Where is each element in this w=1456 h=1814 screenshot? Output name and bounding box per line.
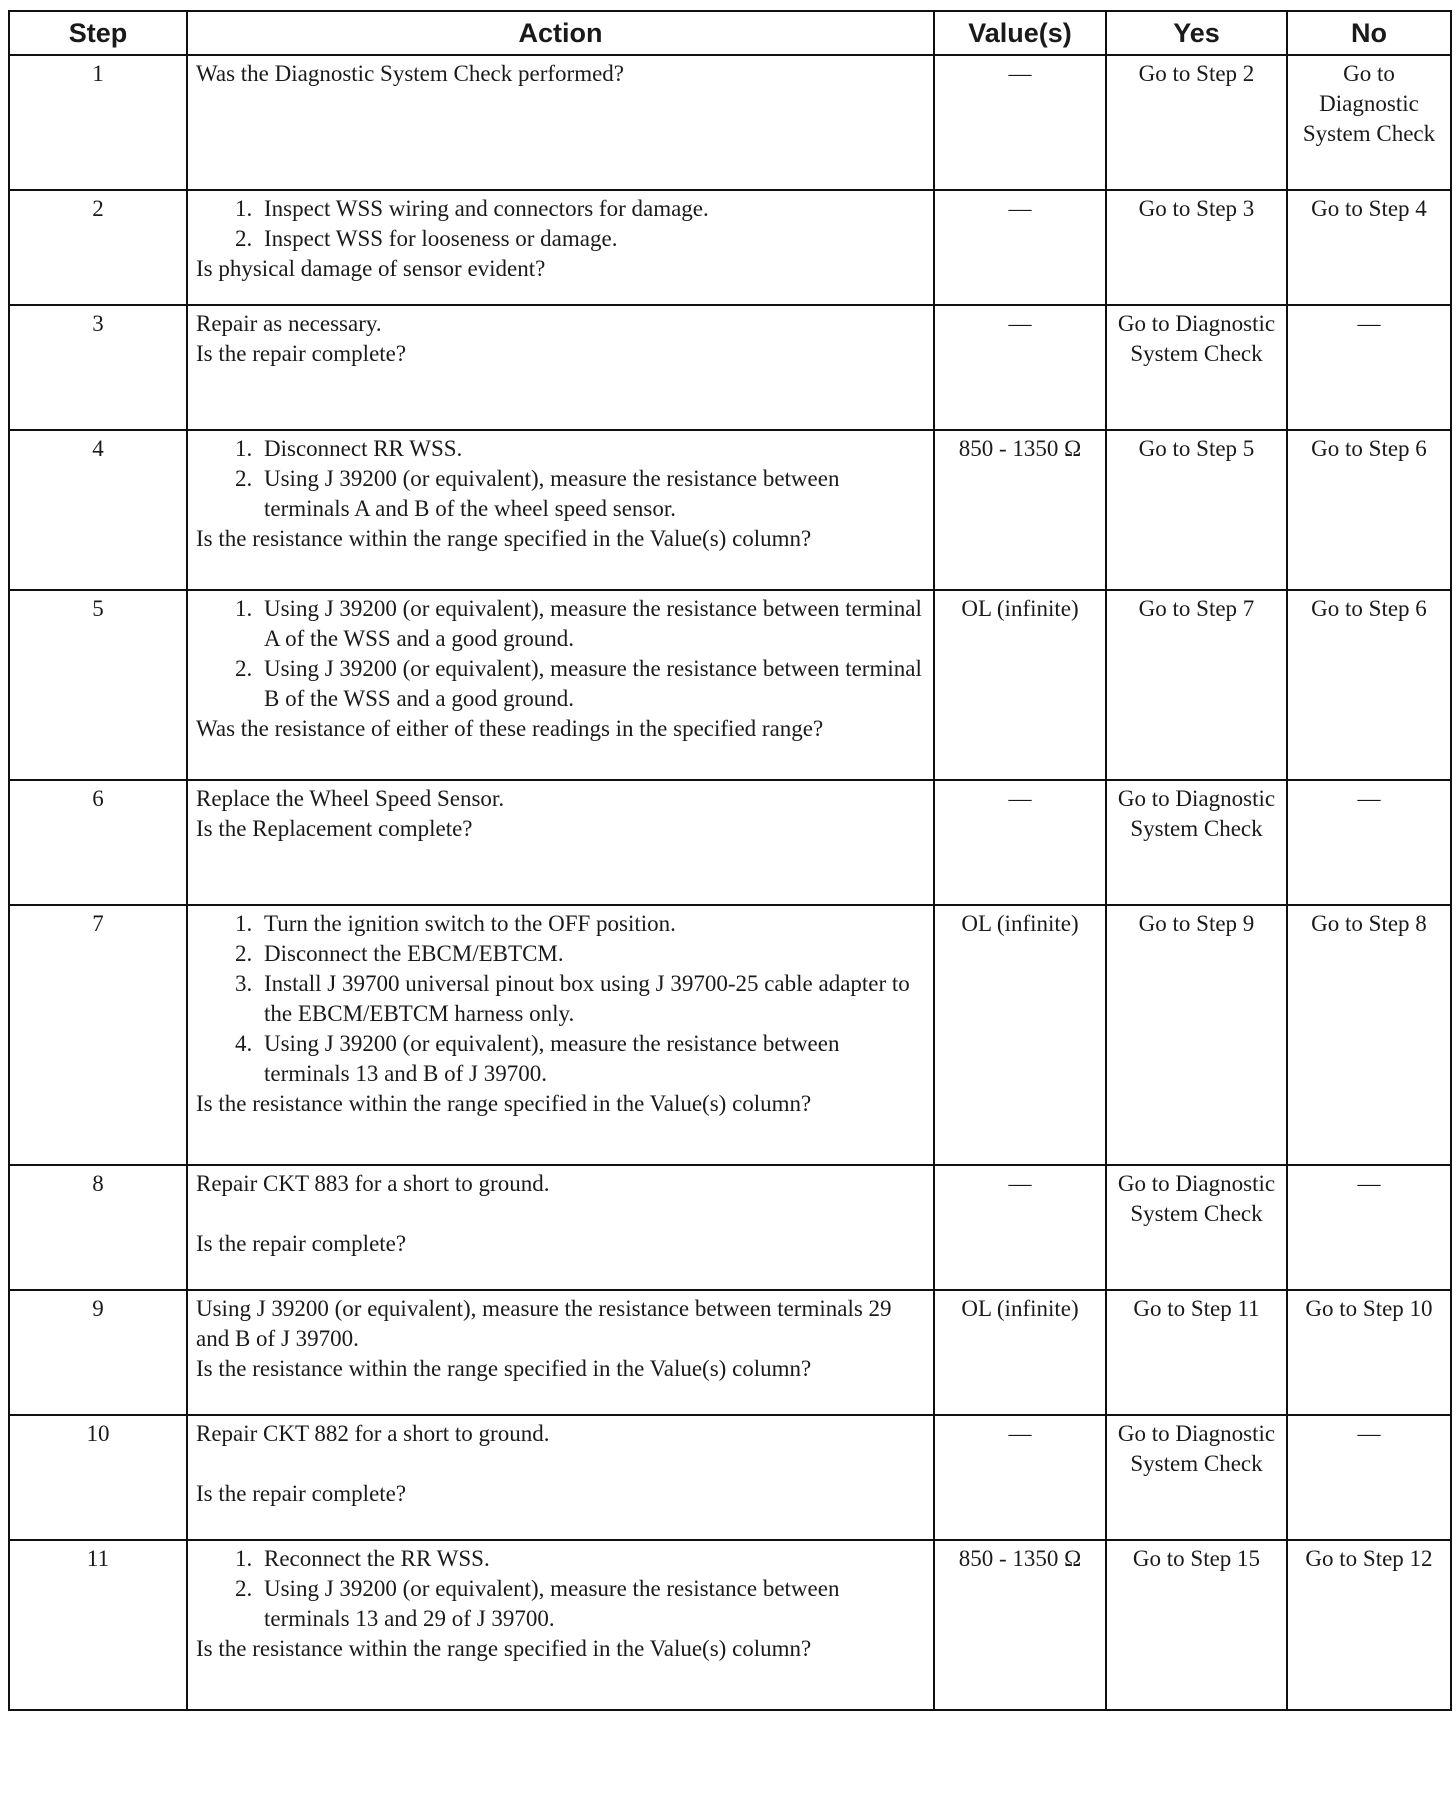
no-cell: — [1287,780,1451,905]
value-cell: — [934,305,1106,430]
yes-cell: Go to Diagnostic System Check [1106,305,1287,430]
action-text: Repair CKT 883 for a short to ground. [196,1171,550,1196]
value-cell: 850 - 1350 Ω [934,1540,1106,1710]
action-step: 1. Inspect WSS wiring and connectors for damage. [258,194,925,224]
action-cell [187,780,934,905]
value-cell: OL (infinite) [934,905,1106,1165]
table-row [9,430,1451,590]
table-row [9,55,1451,190]
action-step: 1. Reconnect the RR WSS. [258,1544,925,1574]
table-row [9,1415,1451,1540]
action-text: Is the resistance within the range specified in the Value(s) column? [196,1356,812,1381]
yes-cell: Go to Step 2 [1106,55,1287,190]
action-step-list [196,1544,925,1634]
value-cell: OL (infinite) [934,590,1106,780]
table-row [9,305,1451,430]
action-text: Is the repair complete? [196,341,407,366]
action-question: Was the resistance of either of these readings in the specified range? [196,716,824,741]
table-row [9,190,1451,305]
action-text: Was the Diagnostic System Check performed? [196,61,625,86]
action-step: 1. Turn the ignition switch to the OFF position. [258,909,925,939]
action-step: 2. Using J 39200 (or equivalent), measure the resistance between terminals A and B of the wheel speed sensor. [258,464,925,524]
step-number: 9 [9,1290,187,1415]
header-yes: Yes [1106,11,1287,55]
action-step: 3. Install J 39700 universal pinout box using J 39700-25 cable adapter to the EBCM/EBTCM harness only. [258,969,925,1029]
table-row [9,780,1451,905]
yes-cell: Go to Step 5 [1106,430,1287,590]
no-cell: Go to Step 4 [1287,190,1451,305]
no-cell: Go to Step 12 [1287,1540,1451,1710]
step-number: 1 [9,55,187,190]
table-row [9,1540,1451,1710]
action-cell [187,1165,934,1290]
action-step: 1. Using J 39200 (or equivalent), measure the resistance between terminal A of the WSS and a good ground. [258,594,925,654]
step-number: 2 [9,190,187,305]
step-number: 4 [9,430,187,590]
value-cell: OL (infinite) [934,1290,1106,1415]
value-cell: — [934,1165,1106,1290]
action-question: Is physical damage of sensor evident? [196,256,546,281]
action-cell [187,55,934,190]
no-cell: — [1287,305,1451,430]
step-number: 3 [9,305,187,430]
header-step: Step [9,11,187,55]
action-cell [187,305,934,430]
value-cell: — [934,55,1106,190]
action-cell [187,430,934,590]
action-text: Is the Replacement complete? [196,816,473,841]
action-step: 1. Disconnect RR WSS. [258,434,925,464]
action-step: 2. Using J 39200 (or equivalent), measure the resistance between terminals 13 and 29 of J 39700. [258,1574,925,1634]
no-cell: Go to Step 6 [1287,430,1451,590]
step-number: 10 [9,1415,187,1540]
action-step-list [196,909,925,1089]
yes-cell: Go to Step 15 [1106,1540,1287,1710]
action-step: 2. Inspect WSS for looseness or damage. [258,224,925,254]
action-cell [187,905,934,1165]
no-cell: — [1287,1165,1451,1290]
yes-cell: Go to Step 9 [1106,905,1287,1165]
action-cell [187,1540,934,1710]
header-no: No [1287,11,1451,55]
yes-cell: Go to Diagnostic System Check [1106,1415,1287,1540]
spacer [196,1199,925,1229]
value-cell: — [934,190,1106,305]
no-cell: Go to Step 10 [1287,1290,1451,1415]
table-header-row [9,11,1451,55]
value-cell: — [934,1415,1106,1540]
no-cell: Go to Diagnostic System Check [1287,55,1451,190]
action-text: Using J 39200 (or equivalent), measure the resistance between terminals 29 and B of J 39700. [196,1296,892,1351]
yes-cell: Go to Step 7 [1106,590,1287,780]
action-step-list [196,194,925,254]
table-row [9,905,1451,1165]
action-step: 2. Disconnect the EBCM/EBTCM. [258,939,925,969]
action-cell [187,1415,934,1540]
no-cell: — [1287,1415,1451,1540]
action-step: 4. Using J 39200 (or equivalent), measure the resistance between terminals 13 and B of J 39700. [258,1029,925,1089]
table-body [9,55,1451,1710]
table-row [9,1165,1451,1290]
diagnostic-table [8,10,1452,1711]
spacer [196,1449,925,1479]
action-question: Is the repair complete? [196,1481,407,1506]
action-question: Is the resistance within the range specified in the Value(s) column? [196,1091,812,1116]
action-question: Is the resistance within the range specified in the Value(s) column? [196,1636,812,1661]
action-text: Replace the Wheel Speed Sensor. [196,786,505,811]
step-number: 8 [9,1165,187,1290]
action-cell [187,190,934,305]
action-step-list [196,434,925,524]
table-row [9,590,1451,780]
action-step: 2. Using J 39200 (or equivalent), measure the resistance between terminal B of the WSS and a good ground. [258,654,925,714]
action-cell [187,590,934,780]
value-cell: — [934,780,1106,905]
step-number: 11 [9,1540,187,1710]
action-question: Is the resistance within the range specified in the Value(s) column? [196,526,812,551]
yes-cell: Go to Step 3 [1106,190,1287,305]
yes-cell: Go to Step 11 [1106,1290,1287,1415]
header-values: Value(s) [934,11,1106,55]
table-row [9,1290,1451,1415]
step-number: 6 [9,780,187,905]
step-number: 7 [9,905,187,1165]
action-cell [187,1290,934,1415]
step-number: 5 [9,590,187,780]
header-action: Action [187,11,934,55]
action-question: Is the repair complete? [196,1231,407,1256]
action-step-list [196,594,925,714]
yes-cell: Go to Diagnostic System Check [1106,1165,1287,1290]
yes-cell: Go to Diagnostic System Check [1106,780,1287,905]
no-cell: Go to Step 8 [1287,905,1451,1165]
no-cell: Go to Step 6 [1287,590,1451,780]
value-cell: 850 - 1350 Ω [934,430,1106,590]
action-text: Repair as necessary. [196,311,382,336]
action-text: Repair CKT 882 for a short to ground. [196,1421,550,1446]
